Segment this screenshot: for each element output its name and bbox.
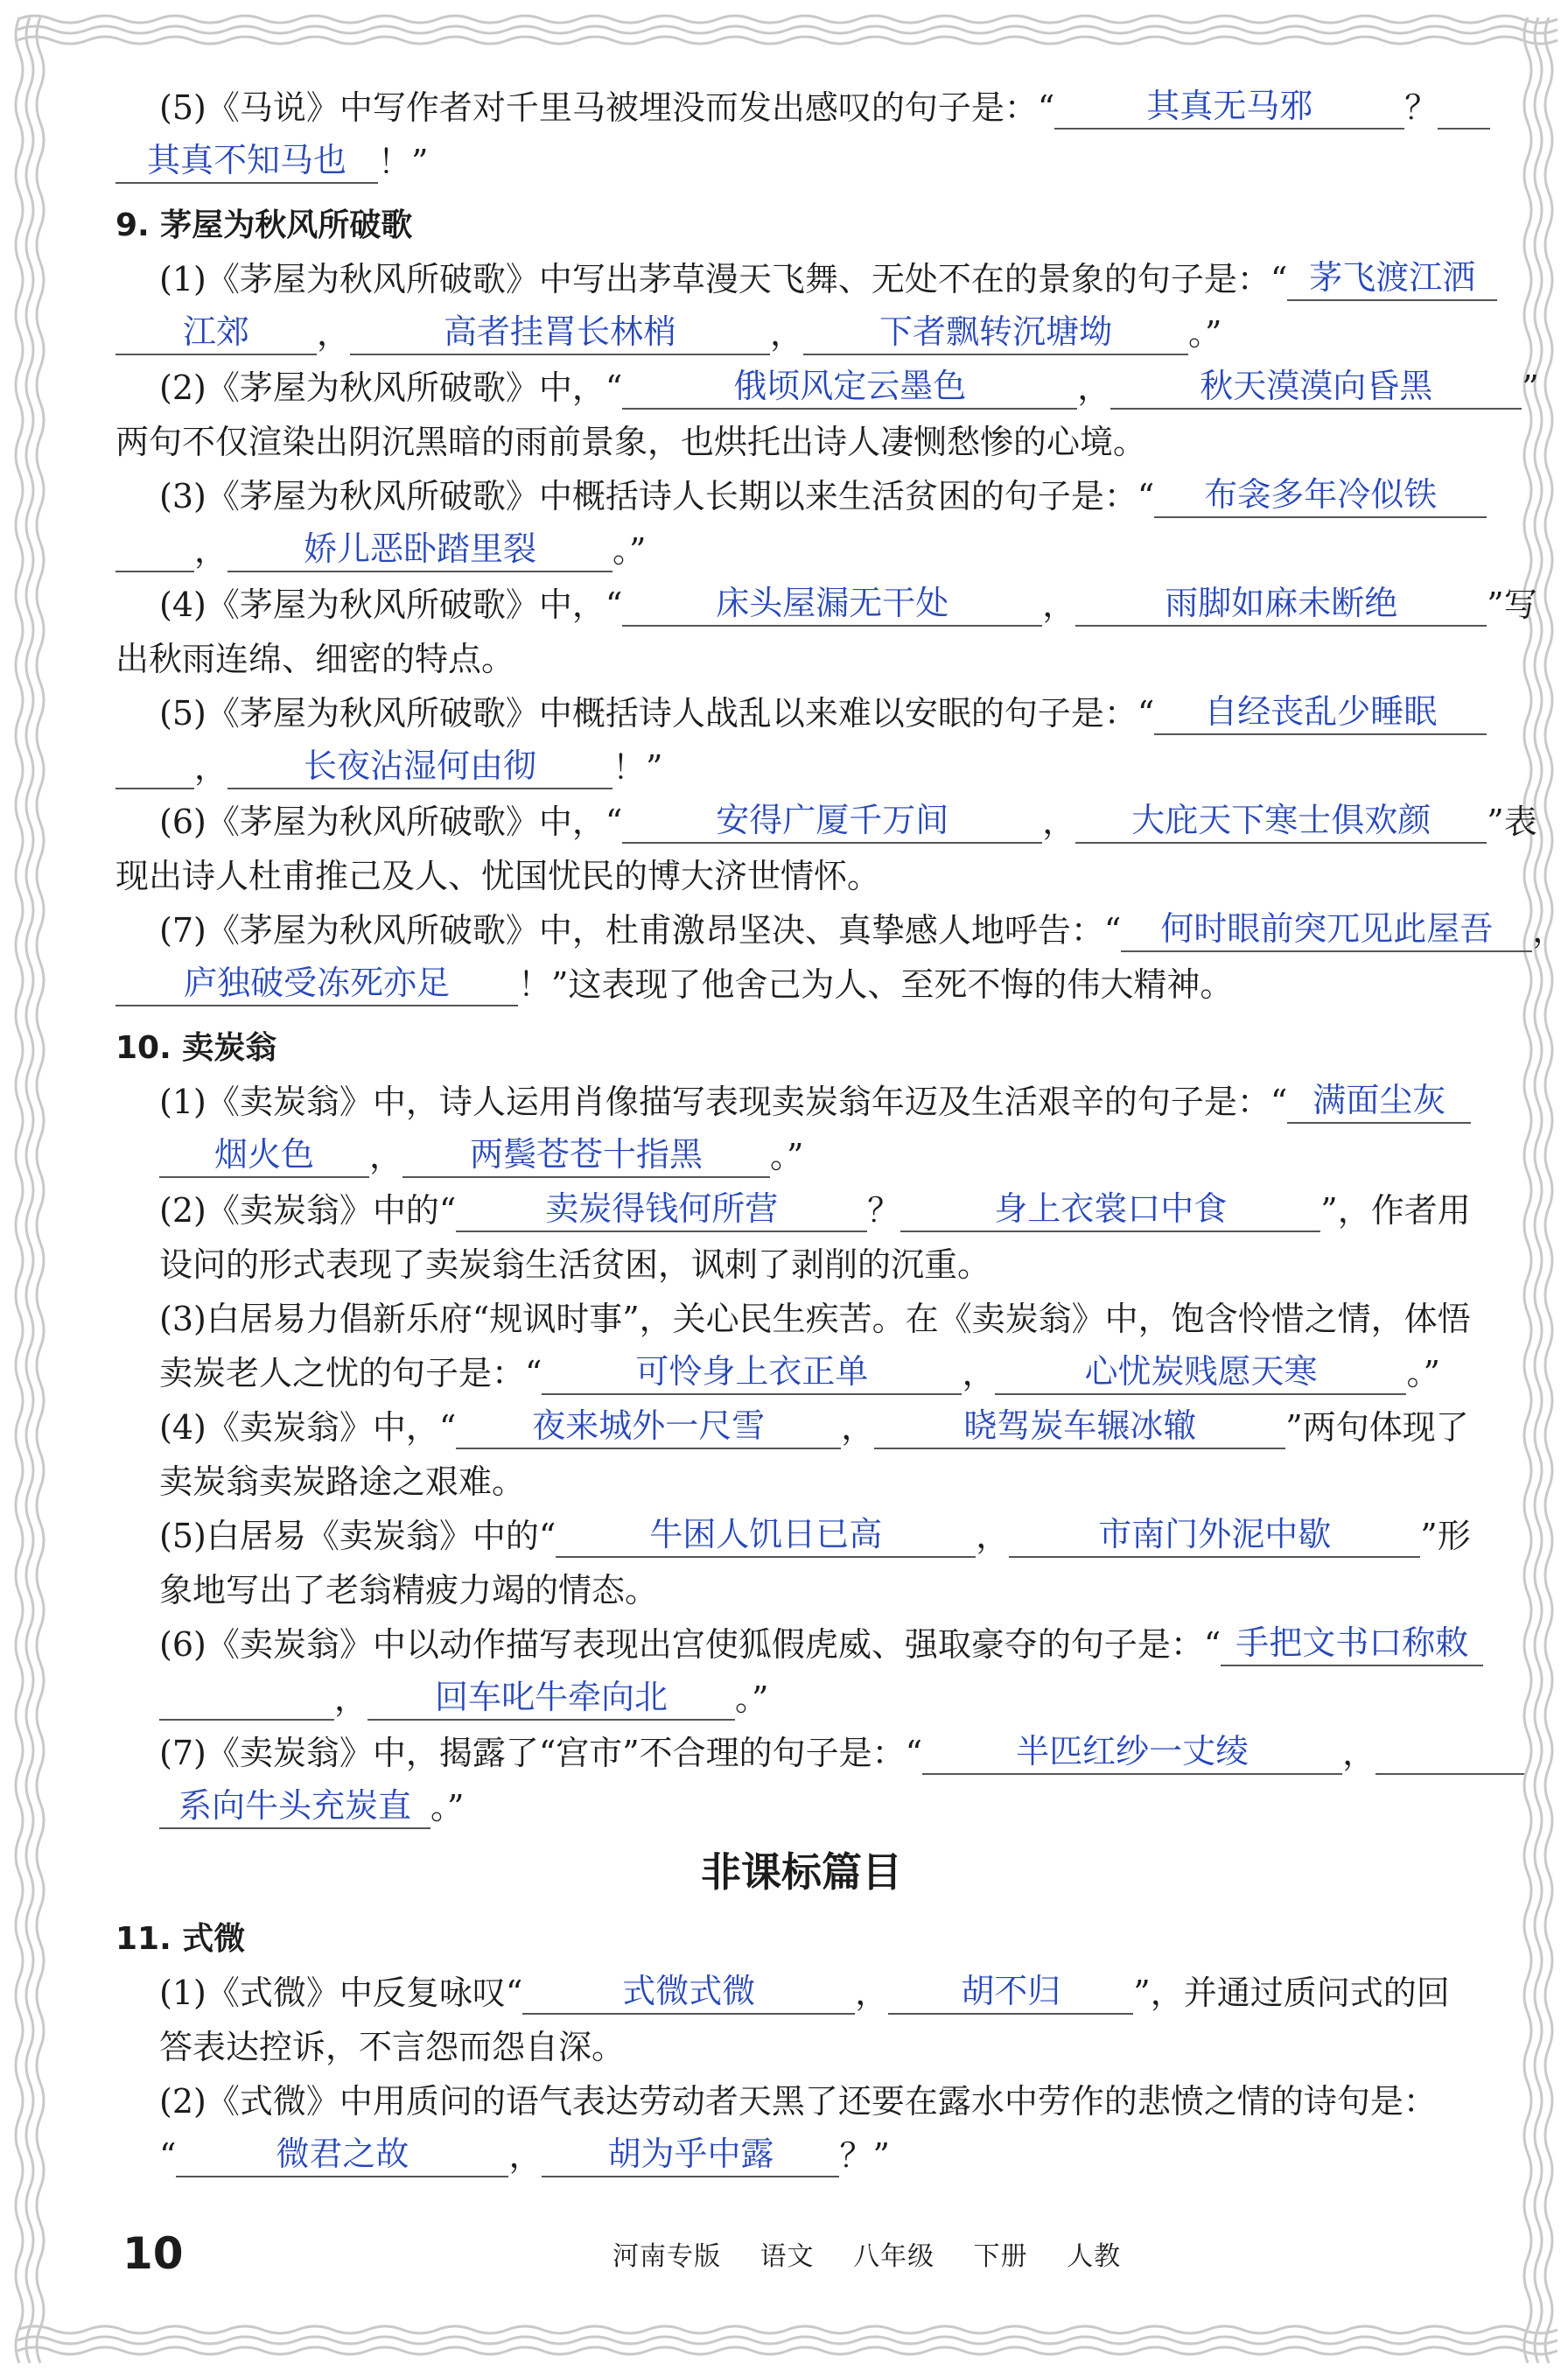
border-wave xyxy=(16,18,23,2363)
border-wave xyxy=(18,2347,1558,2354)
answer-blank: 两鬓苍苍十指黑 xyxy=(402,1132,770,1178)
prompt-text: ， xyxy=(962,1354,996,1392)
question-line xyxy=(116,1292,1488,1346)
answer-blank: 其真不知马也 xyxy=(116,138,378,184)
prompt-text: 卖炭翁卖炭路途之艰难。 xyxy=(159,1462,526,1501)
question-line xyxy=(116,903,1566,957)
question-line xyxy=(116,81,1488,135)
prompt-text: ”，作者用 xyxy=(1320,1191,1471,1230)
prompt-text: ” xyxy=(1522,368,1539,407)
answer-blank: 牛困人饥日已高 xyxy=(556,1512,976,1558)
prompt-text: “ xyxy=(159,2136,177,2175)
question-line xyxy=(116,795,1537,849)
answer-blank: 微君之故 xyxy=(176,2132,508,2177)
section-title: 9. 茅屋为秋风所破歌 xyxy=(116,207,413,243)
answer-blank: 半匹红纱一丈绫 xyxy=(922,1729,1342,1775)
answer-blank: 胡为乎中露 xyxy=(542,2132,839,2177)
prompt-text: (1)《茅屋为秋风所破歌》中写出茅草漫天飞舞、无处不在的景象的句子是：“ xyxy=(159,260,1288,298)
answer-blank: 系向牛头充炭直 xyxy=(159,1784,430,1829)
answer-blank: 茅飞渡江洒 xyxy=(1287,256,1497,301)
answer-blank: 胡不归 xyxy=(888,1969,1133,2015)
question-line xyxy=(116,523,1488,578)
answer-blank: 庐独破受冻死亦足 xyxy=(116,961,518,1006)
question-line xyxy=(116,135,1488,189)
section-title: 10. 卖炭翁 xyxy=(116,1030,277,1066)
border-wave xyxy=(18,37,1558,44)
prompt-text: (4)《卖炭翁》中，“ xyxy=(159,1408,457,1447)
question-line xyxy=(116,306,1488,361)
question-line xyxy=(116,632,1488,686)
prompt-text: (5)《马说》中写作者对千里马被埋没而发出感叹的句子是：“ xyxy=(159,88,1055,127)
border-wave xyxy=(37,18,44,2363)
prompt-text: 出秋雨连绵、细密的特点。 xyxy=(116,640,515,678)
answer-blank: 身上衣裳口中食 xyxy=(900,1187,1320,1232)
prompt-text: ， xyxy=(1342,1734,1376,1772)
prompt-text: ？ xyxy=(867,1191,901,1230)
prompt-text: 答表达控诉，不言怨而怨自深。 xyxy=(159,2028,626,2066)
prompt-text: ？ xyxy=(1404,88,1438,127)
worksheet-content xyxy=(116,81,1566,2183)
prompt-text: (2)《卖炭翁》中的“ xyxy=(159,1191,457,1230)
question-line xyxy=(116,1563,1488,1617)
prompt-text: ， xyxy=(194,748,228,787)
prompt-text: 。” xyxy=(1188,314,1222,353)
prompt-text: 现出诗人杜甫推己及人、忧国忧民的博大济世情怀。 xyxy=(116,857,881,895)
prompt-text: ！”这表现了他舍己为人、至死不悔的伟大精神。 xyxy=(518,965,1234,1004)
prompt-text: 。” xyxy=(612,531,647,570)
answer-blank: 夜来城外一尺雪 xyxy=(456,1404,841,1449)
question-line xyxy=(116,578,1537,632)
prompt-text: ， xyxy=(1042,803,1076,841)
footer-region: 河南专版 xyxy=(612,2241,721,2272)
prompt-text: (1)《式微》中反复咏叹“ xyxy=(159,1974,523,2012)
prompt-text: 象地写出了老翁精疲力竭的情态。 xyxy=(159,1571,659,1609)
prompt-text: ， xyxy=(841,1408,875,1447)
border-wave xyxy=(1545,18,1552,2363)
answer-blank: 大庇天下寒士俱欢颜 xyxy=(1075,798,1487,844)
answer-blank: 手把文书口称敕 xyxy=(1221,1621,1483,1666)
prompt-text: (6)《卖炭翁》中以动作描写表现出宫使狐假虎威、强取豪夺的句子是：“ xyxy=(159,1625,1222,1664)
question-line xyxy=(116,1966,1488,2020)
answer-blank: 式微式微 xyxy=(522,1969,855,2015)
question-line xyxy=(116,1129,1488,1183)
prompt-text: ， xyxy=(334,1679,368,1718)
prompt-text: 。” xyxy=(735,1679,769,1718)
answer-blank xyxy=(159,1675,334,1721)
question-line xyxy=(116,957,1488,1012)
footer-publisher: 人教 xyxy=(1067,2241,1122,2272)
prompt-text: (2)《式微》中用质问的语气表达劳动者天黑了还要在露水中劳作的悲愤之情的诗句是： xyxy=(159,2082,1437,2121)
answer-blank: 晓驾炭车辗冰辙 xyxy=(874,1404,1285,1449)
prompt-text: 。” xyxy=(1406,1354,1440,1392)
prompt-text: (5)白居易《卖炭翁》中的“ xyxy=(159,1517,556,1555)
question-line xyxy=(116,415,1488,469)
prompt-text: ， xyxy=(194,531,228,570)
answer-blank: 俄顷风定云墨色 xyxy=(622,364,1077,410)
answer-blank: 安得广厦千万间 xyxy=(622,798,1042,844)
answer-blank: 心忧炭贱愿天寒 xyxy=(995,1350,1406,1395)
answer-blank: 秋天漠漠向昏黑 xyxy=(1110,364,1522,410)
prompt-text: ， xyxy=(1077,368,1111,407)
answer-blank: 自经丧乱少睡眠 xyxy=(1154,690,1487,735)
page-footer xyxy=(122,2223,1488,2293)
question-line xyxy=(116,1346,1488,1400)
prompt-text: ， xyxy=(855,1974,889,2012)
question-line xyxy=(116,1672,1488,1726)
question-line xyxy=(116,1726,1488,1780)
answer-blank: 高者挂罥长林梢 xyxy=(350,310,770,355)
page-number: 10 xyxy=(122,2228,184,2279)
question-line xyxy=(116,849,1488,903)
answer-blank: 卖炭得钱何所营 xyxy=(456,1187,867,1232)
answer-blank: 长夜沾湿何由彻 xyxy=(228,744,612,789)
border-wave xyxy=(18,16,1558,23)
prompt-text: (3)《茅屋为秋风所破歌》中概括诗人长期以来生活贫困的句子是：“ xyxy=(159,477,1155,515)
prompt-text: ， xyxy=(317,314,351,353)
question-line xyxy=(116,1183,1488,1238)
prompt-text: ？” xyxy=(839,2136,890,2175)
prompt-text: (6)《茅屋为秋风所破歌》中，“ xyxy=(159,803,623,841)
prompt-text: ”，并通过质问式的回 xyxy=(1133,1974,1450,2012)
prompt-text: 两句不仅渲染出阴沉黑暗的雨前景象，也烘托出诗人凄恻愁惨的心境。 xyxy=(116,423,1147,461)
question-line xyxy=(116,1400,1488,1455)
question-line xyxy=(116,1509,1488,1563)
prompt-text: (3)白居易力倡新乐府“规讽时事”，关心民生疾苦。在《卖炭翁》中，饱含怜惜之情，体悟 xyxy=(159,1300,1471,1338)
prompt-text: ”写 xyxy=(1487,585,1537,624)
prompt-text: (7)《茅屋为秋风所破歌》中，杜甫激昂坚决、真挚感人地呼告：“ xyxy=(159,911,1122,950)
answer-blank xyxy=(1376,1729,1524,1775)
answer-blank: 娇儿恶卧踏里裂 xyxy=(228,527,612,572)
question-line xyxy=(116,361,1539,415)
answer-blank xyxy=(116,744,194,789)
prompt-text: ， xyxy=(976,1517,1010,1555)
answer-blank: 回车叱牛牵向北 xyxy=(368,1675,735,1721)
border-wave xyxy=(26,18,33,2363)
prompt-text: 设问的形式表现了卖炭翁生活贫困，讽刺了剥削的沉重。 xyxy=(159,1245,991,1284)
footer-grade: 八年级 xyxy=(853,2241,935,2272)
question-line xyxy=(116,686,1488,740)
answer-blank: 可怜身上衣正单 xyxy=(542,1350,962,1395)
question-line xyxy=(116,1617,1488,1672)
prompt-text: ， xyxy=(369,1137,403,1175)
answer-blank: 满面尘灰 xyxy=(1287,1078,1471,1124)
answer-blank: 雨脚如麻未断绝 xyxy=(1075,581,1487,627)
prompt-text: 。” xyxy=(770,1137,804,1175)
prompt-text: ”两句体现了 xyxy=(1285,1408,1469,1447)
question-line xyxy=(116,1455,1488,1509)
question-line xyxy=(116,2074,1488,2128)
answer-blank: 江郊 xyxy=(116,310,317,355)
answer-blank xyxy=(116,527,194,572)
answer-blank: 其真无马邪 xyxy=(1054,84,1404,130)
prompt-text: ， xyxy=(770,314,804,353)
prompt-text: ！” xyxy=(612,748,663,787)
prompt-text: (1)《卖炭翁》中，诗人运用肖像描写表现卖炭翁年迈及生活艰辛的句子是：“ xyxy=(159,1083,1288,1121)
border-wave xyxy=(18,2337,1558,2344)
prompt-text: 。” xyxy=(430,1788,465,1827)
prompt-text: (5)《茅屋为秋风所破歌》中概括诗人战乱以来难以安眠的句子是：“ xyxy=(159,694,1155,733)
question-line xyxy=(116,1780,1488,1834)
answer-blank: 床头屋漏无干处 xyxy=(622,581,1042,627)
prompt-text: ”表 xyxy=(1487,803,1537,841)
answer-blank xyxy=(1438,84,1490,130)
answer-blank: 市南门外泥中歇 xyxy=(1009,1512,1420,1558)
question-line xyxy=(116,2020,1488,2074)
prompt-text: ”形 xyxy=(1420,1517,1471,1555)
question-line xyxy=(116,1238,1488,1292)
prompt-text: (7)《卖炭翁》中，揭露了“宫市”不合理的句子是：“ xyxy=(159,1734,923,1772)
answer-blank: 何时眼前突兀见此屋吾 xyxy=(1121,907,1532,952)
question-line xyxy=(116,1075,1488,1129)
border-wave xyxy=(18,26,1558,33)
prompt-text: (4)《茅屋为秋风所破歌》中，“ xyxy=(159,585,623,624)
prompt-text: (2)《茅屋为秋风所破歌》中，“ xyxy=(159,368,623,407)
non-curriculum-heading: 非课标篇目 xyxy=(701,1848,902,1896)
prompt-text: ， xyxy=(508,2136,542,2175)
question-line xyxy=(116,469,1488,523)
footer-subject: 语文 xyxy=(760,2241,815,2272)
footer-book-info xyxy=(612,2235,1151,2279)
prompt-text: ， xyxy=(1532,911,1566,950)
prompt-text: ！” xyxy=(378,143,429,181)
section-title: 11. 式微 xyxy=(116,1921,246,1957)
answer-blank: 下者飘转沉塘坳 xyxy=(803,310,1188,355)
answer-blank: 布衾多年冷似铁 xyxy=(1154,473,1487,518)
answer-blank: 烟火色 xyxy=(159,1132,369,1178)
prompt-text: 卖炭老人之忧的句子是：“ xyxy=(159,1354,542,1392)
footer-volume: 下册 xyxy=(973,2241,1028,2272)
prompt-text: ， xyxy=(1042,585,1076,624)
question-line xyxy=(116,740,1488,795)
border-wave xyxy=(18,2326,1558,2333)
question-line xyxy=(116,252,1488,306)
question-line xyxy=(116,2128,1488,2183)
